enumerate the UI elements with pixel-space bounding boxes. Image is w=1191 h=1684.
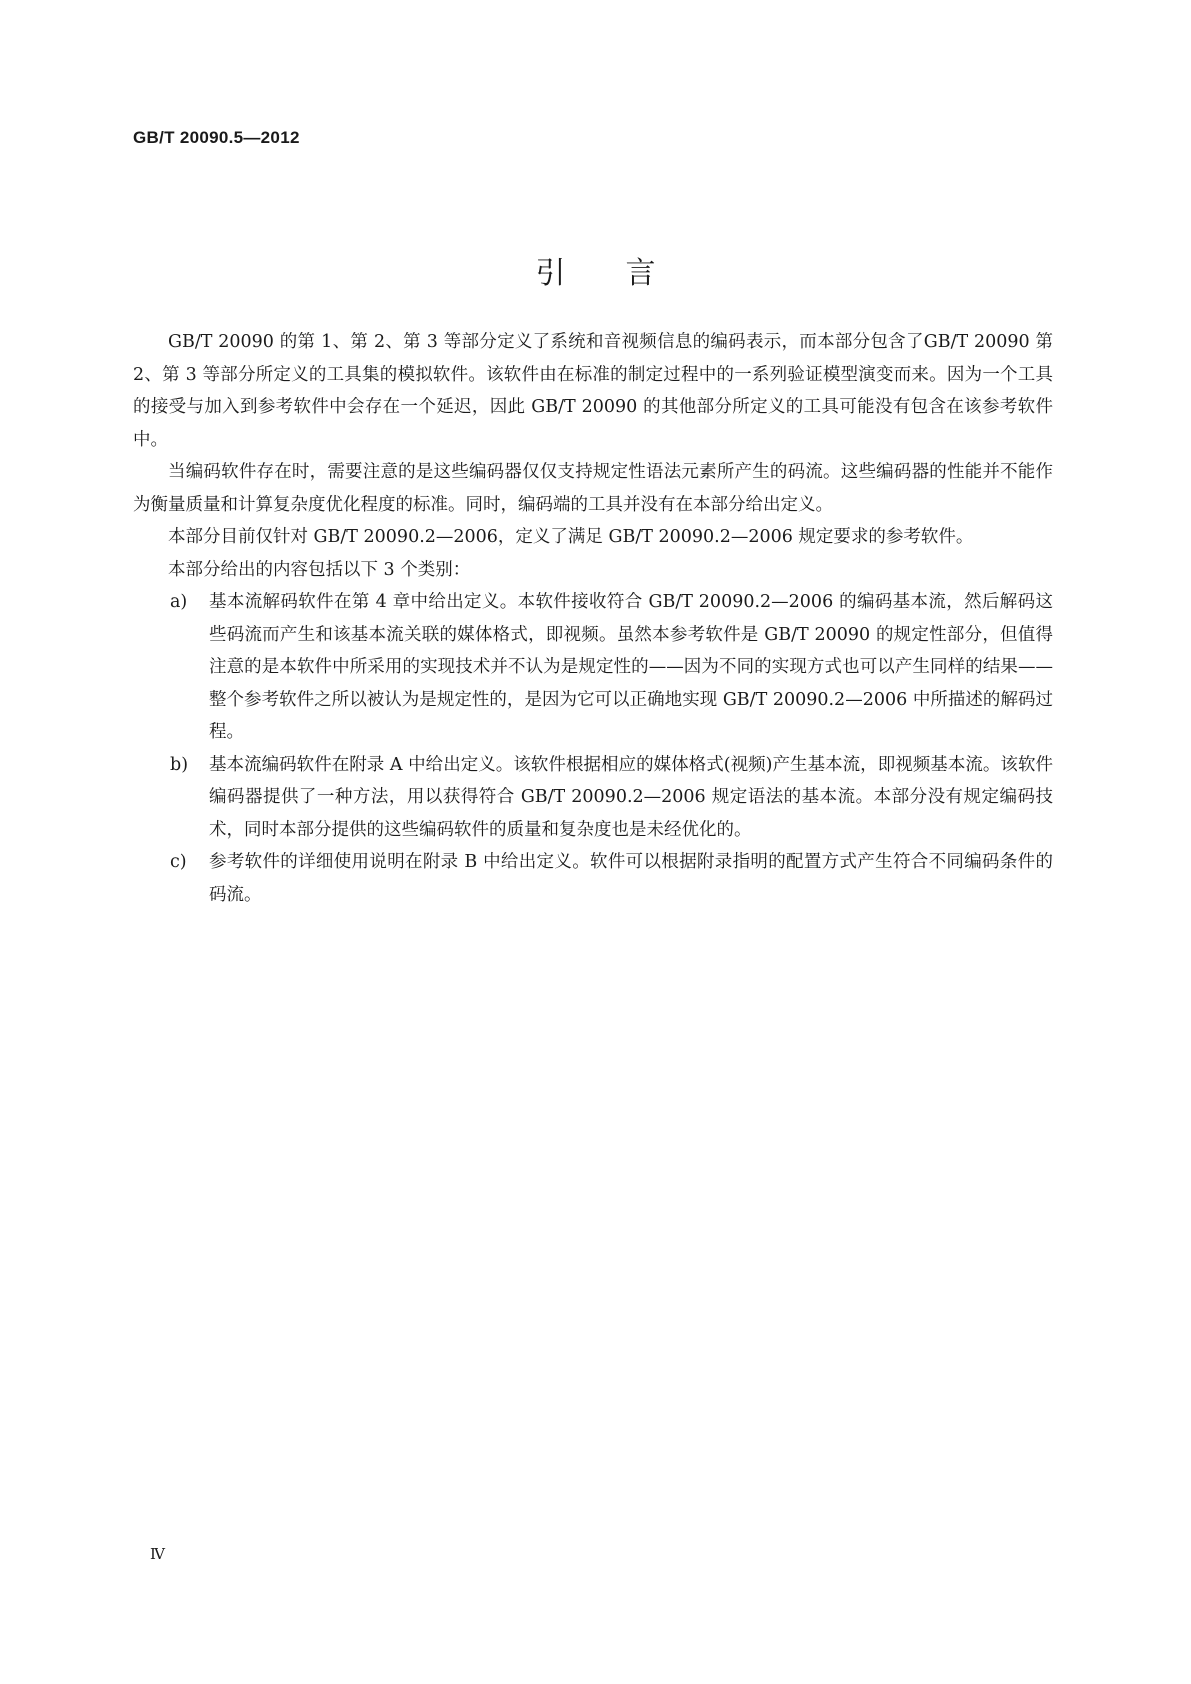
introduction-body xyxy=(133,326,1053,911)
list-item-a-text: 基本流解码软件在第 4 章中给出定义。本软件接收符合 GB/T 20090.2—2006 的编码基本流，然后解码这些码流而产生和该基本流关联的媒体格式，即视频。虽然本参考软件是 GB/T 20090 的规定性部分，但值得注意的是本软件中所采用的实现技术并不认为是规定性的——因为不同的实现方式也可以产生同样的结果——整个参考软件之所以被认为是规定性的，是因为它可以正确地实现 GB/T 20090.2—2006 中所描述的解码过程。 xyxy=(209,592,1053,742)
standard-number-header: GB/T 20090.5—2012 xyxy=(133,128,300,147)
category-list xyxy=(133,586,1053,911)
paragraph-1: GB/T 20090 的第 1、第 2、第 3 等部分定义了系统和音视频信息的编码表示，而本部分包含了GB/T 20090 第 2、第 3 等部分所定义的工具集的模拟软件。该软件由在标准的制定过程中的一系列验证模型演变而来。因为一个工具的接受与加入到参考软件中会存在一个延迟，因此 GB/T 20090 的其他部分所定义的工具可能没有包含在该参考软件中。 xyxy=(133,332,1053,450)
list-item-a xyxy=(133,586,1053,749)
list-marker-b: b) xyxy=(170,754,189,775)
paragraph-3: 本部分目前仅针对 GB/T 20090.2—2006，定义了满足 GB/T 20090.2—2006 规定要求的参考软件。 xyxy=(168,527,974,547)
list-item-b-text: 基本流编码软件在附录 A 中给出定义。该软件根据相应的媒体格式(视频)产生基本流，即视频基本流。该软件编码器提供了一种方法，用以获得符合 GB/T 20090.2—2006 规定语法的基本流。本部分没有规定编码技术，同时本部分提供的这些编码软件的质量和复杂度也是未经优化的。 xyxy=(209,754,1053,840)
paragraph-4: 本部分给出的内容包括以下 3 个类别： xyxy=(168,559,471,580)
list-item-c-text: 参考软件的详细使用说明在附录 B 中给出定义。软件可以根据附录指明的配置方式产生符合不同编码条件的码流。 xyxy=(209,852,1053,905)
list-item-c xyxy=(133,846,1053,911)
list-item-b xyxy=(133,749,1053,847)
page-title: 引言 xyxy=(535,256,716,292)
paragraph-2: 当编码软件存在时，需要注意的是这些编码器仅仅支持规定性语法元素所产生的码流。这些编码器的性能并不能作为衡量质量和计算复杂度优化程度的标准。同时，编码端的工具并没有在本部分给出定义。 xyxy=(133,462,1053,515)
list-marker-a: a) xyxy=(170,592,188,612)
page-number: Ⅳ xyxy=(150,1545,165,1563)
list-marker-c: c) xyxy=(170,852,187,872)
